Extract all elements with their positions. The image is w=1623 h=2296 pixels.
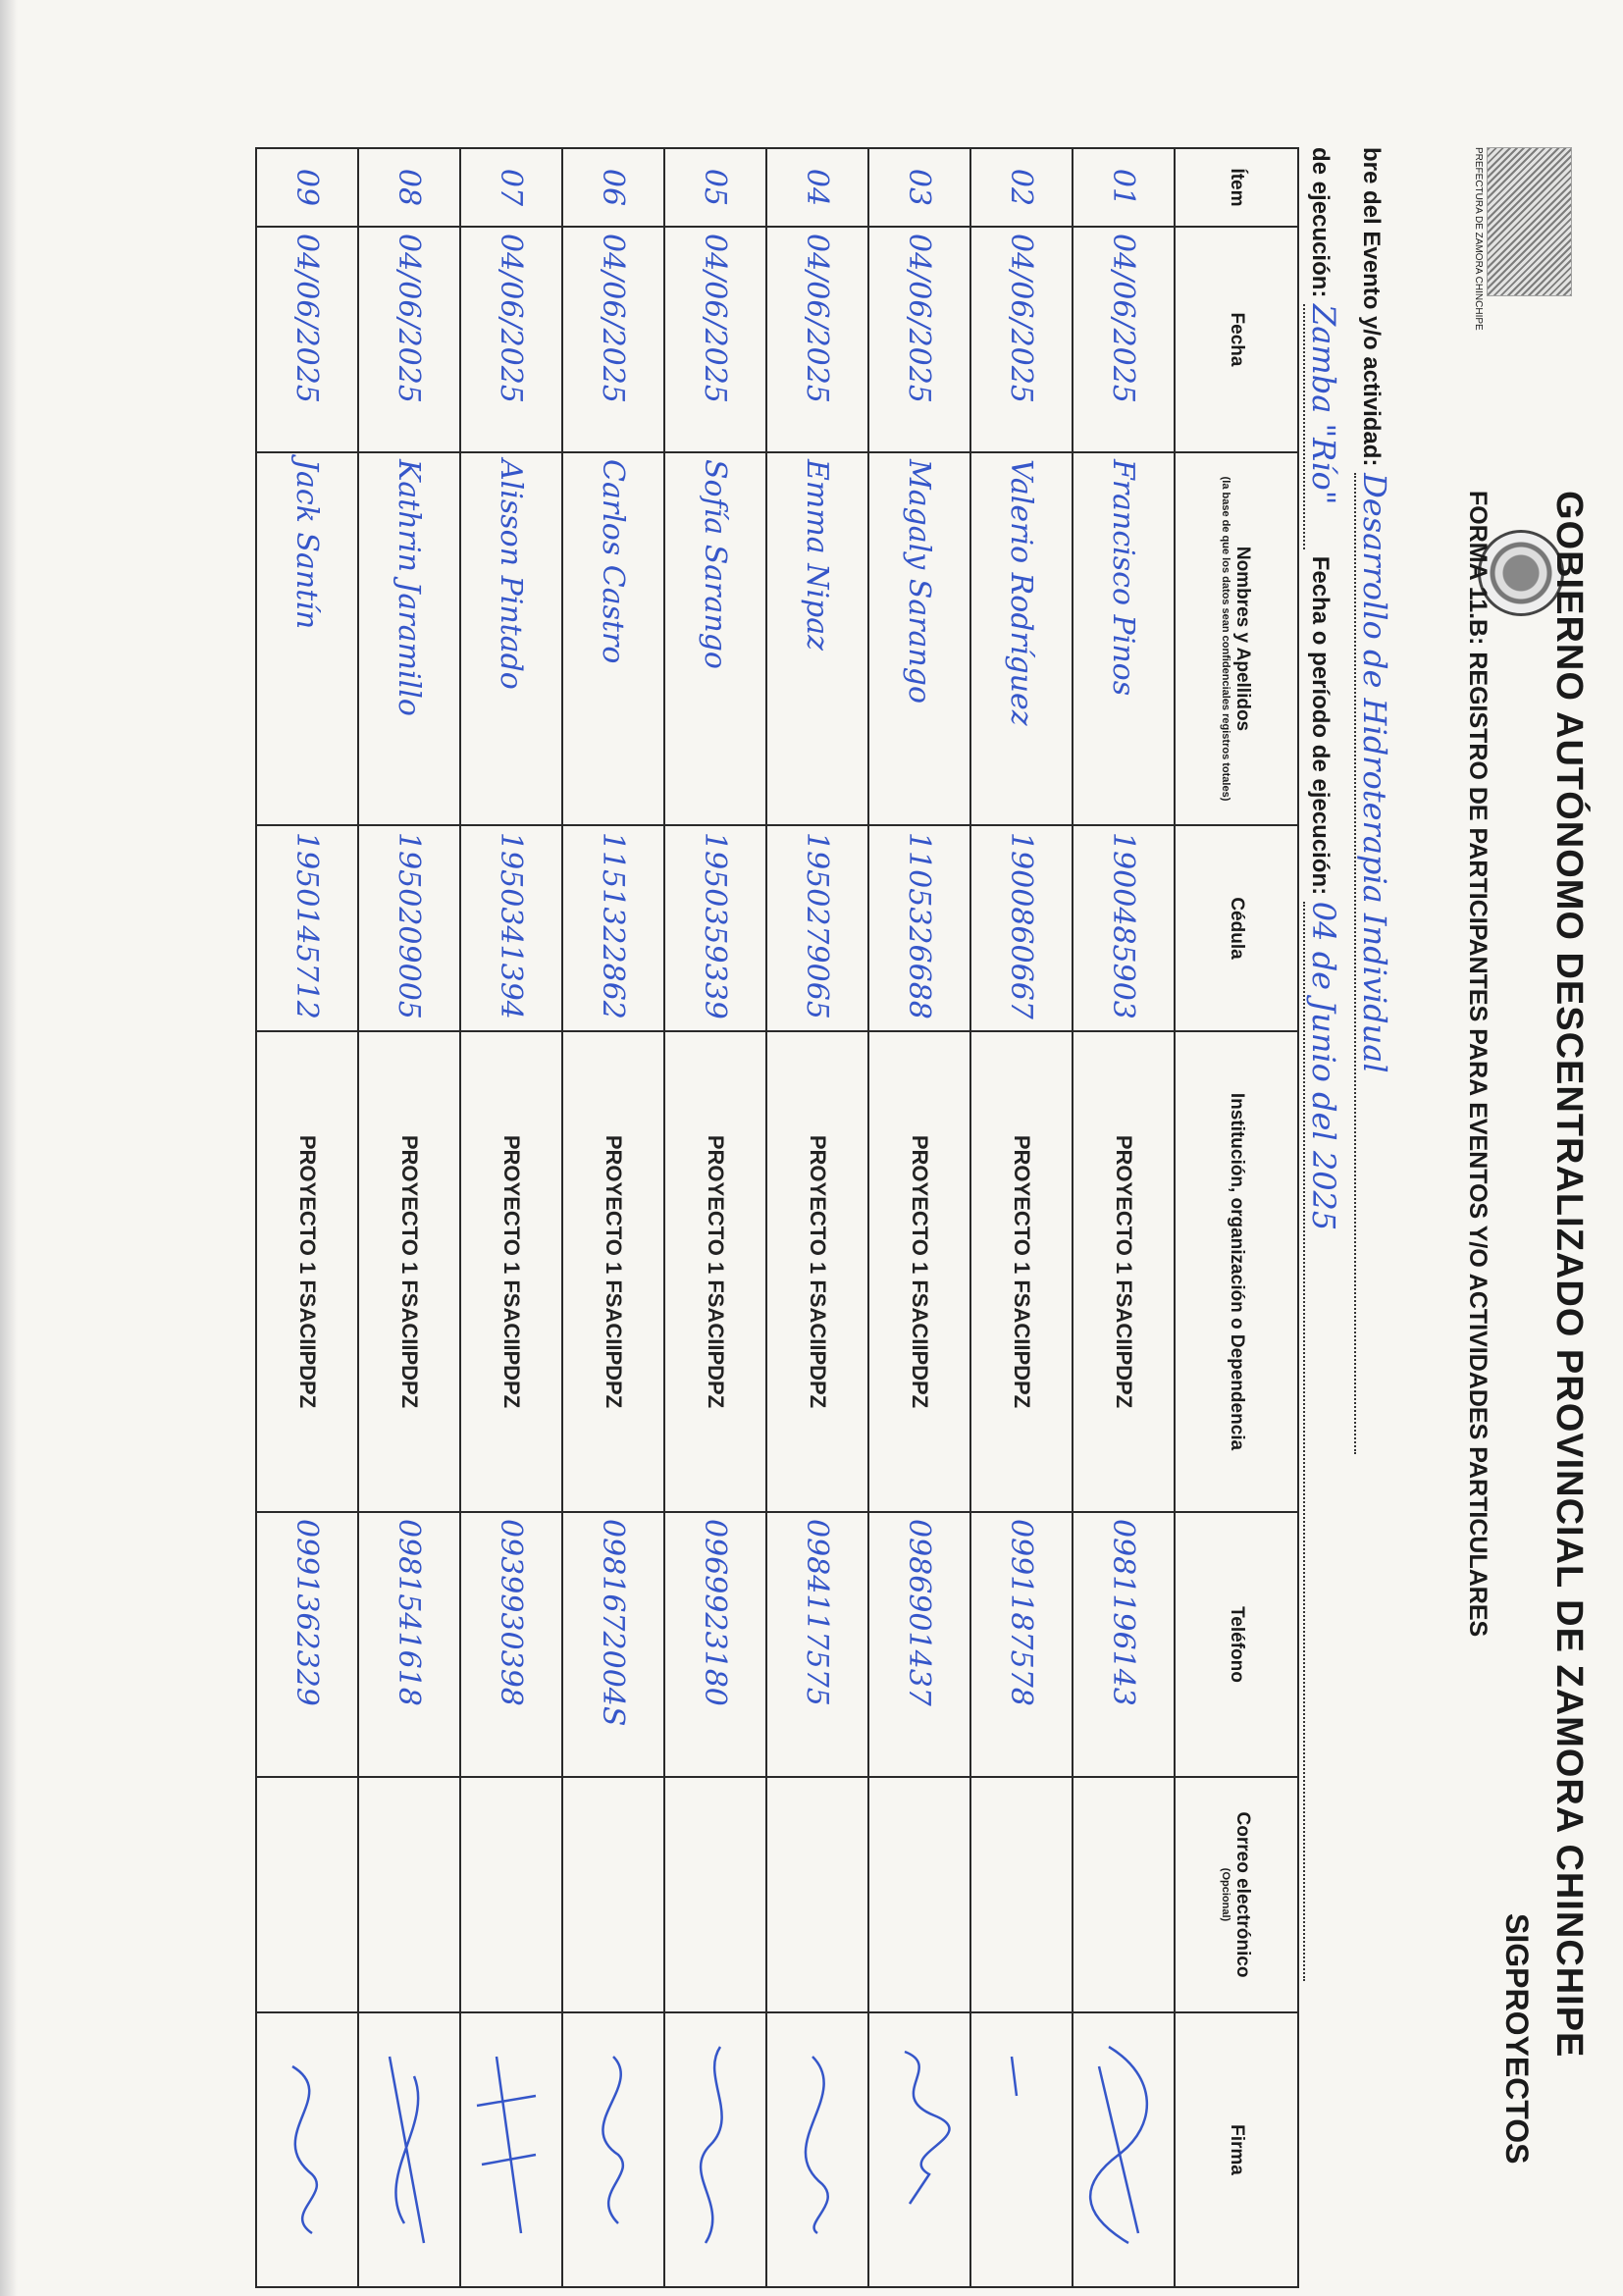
date-cell: 04/06/2025 xyxy=(256,227,358,452)
email-cell xyxy=(868,1777,970,2012)
table-row xyxy=(358,148,460,2287)
email-cell xyxy=(970,1777,1073,2012)
cedula-cell: 1950359339 xyxy=(664,825,766,1031)
cedula-cell: 1950341394 xyxy=(460,825,562,1031)
name-cell: Carlos Castro xyxy=(562,452,664,825)
phone-cell: 0969923180 xyxy=(664,1512,766,1777)
cedula-cell: 1900485903 xyxy=(1073,825,1175,1031)
table-row xyxy=(664,148,766,2287)
email-cell xyxy=(766,1777,868,2012)
date-cell: 04/06/2025 xyxy=(868,227,970,452)
signature-cell xyxy=(970,2012,1073,2287)
col-correo-note: (Opcional) xyxy=(1220,1867,1231,1922)
place-value: Zamba "Río" xyxy=(1305,304,1342,505)
date-cell: 04/06/2025 xyxy=(562,227,664,452)
signature-cell xyxy=(664,2012,766,2287)
event-line xyxy=(1354,147,1393,1454)
table-row xyxy=(868,148,970,2287)
institution-cell: PROYECTO 1 FSACIIPDPZ xyxy=(358,1031,460,1512)
logo-subtitle: PREFECTURA DE ZAMORA CHINCHIPE xyxy=(1473,147,1484,331)
cedula-cell: 1900860667 xyxy=(970,825,1073,1031)
col-fecha: Fecha xyxy=(1175,227,1298,452)
item-cell: 07 xyxy=(460,148,562,227)
signature-cell xyxy=(460,2012,562,2287)
email-cell xyxy=(562,1777,664,2012)
col-correo: Correo electrónico (Opcional) xyxy=(1175,1777,1298,2012)
table-row xyxy=(970,148,1073,2287)
signature-cell xyxy=(766,2012,868,2287)
name-cell: Sofía Sarango xyxy=(664,452,766,825)
signature-icon xyxy=(569,2037,657,2263)
table-row xyxy=(1073,148,1175,2287)
signature-icon xyxy=(365,2037,453,2263)
signature-cell xyxy=(868,2012,970,2287)
signature-cell xyxy=(358,2012,460,2287)
phone-cell: 0981541618 xyxy=(358,1512,460,1777)
title-block xyxy=(1499,491,1590,2165)
signature-cell xyxy=(256,2012,358,2287)
signature-icon xyxy=(773,2037,862,2263)
signature-icon xyxy=(467,2037,555,2263)
date-cell: 04/06/2025 xyxy=(460,227,562,452)
government-title: GOBIERNO AUTÓNOMO DESCENTRALIZADO PROVINCIAL DE ZAMORA CHINCHIPE xyxy=(1548,491,1590,2059)
event-field xyxy=(1354,473,1393,1454)
institution-cell: PROYECTO 1 FSACIIPDPZ xyxy=(664,1031,766,1512)
place-label: de ejecución: xyxy=(1307,147,1334,298)
institution-cell: PROYECTO 1 FSACIIPDPZ xyxy=(256,1031,358,1512)
signature-icon xyxy=(1079,2037,1168,2263)
date-cell: 04/06/2025 xyxy=(1073,227,1175,452)
date-cell: 04/06/2025 xyxy=(970,227,1073,452)
execution-line xyxy=(1303,147,1342,1981)
system-title: SIGPROYECTOS xyxy=(1499,1913,1535,2165)
email-cell xyxy=(1073,1777,1175,2012)
phone-cell: 0986901437 xyxy=(868,1512,970,1777)
name-cell: Magaly Sarango xyxy=(868,452,970,825)
phone-cell: 0981672004S xyxy=(562,1512,664,1777)
institution-cell: PROYECTO 1 FSACIIPDPZ xyxy=(562,1031,664,1512)
name-cell: Valerio Rodríguez xyxy=(970,452,1073,825)
cedula-cell: 1950209005 xyxy=(358,825,460,1031)
name-cell: Emma Nipaz xyxy=(766,452,868,825)
table-row xyxy=(766,148,868,2287)
institution-cell: PROYECTO 1 FSACIIPDPZ xyxy=(460,1031,562,1512)
date-cell: 04/06/2025 xyxy=(358,227,460,452)
item-cell: 05 xyxy=(664,148,766,227)
col-nombres-note: (la base de que los datos sean confidenciales registros totales) xyxy=(1220,476,1231,802)
event-value: Desarrollo de Hidroterapia Individual xyxy=(1356,473,1393,1073)
table-row xyxy=(256,148,358,2287)
table-row xyxy=(460,148,562,2287)
col-telefono: Teléfono xyxy=(1175,1512,1298,1777)
phone-cell: 0984117575 xyxy=(766,1512,868,1777)
col-institucion: Institución, organización o Dependencia xyxy=(1175,1031,1298,1512)
signature-cell xyxy=(562,2012,664,2287)
date-label: Fecha o período de ejecución: xyxy=(1307,555,1334,896)
institution-cell: PROYECTO 1 FSACIIPDPZ xyxy=(766,1031,868,1512)
name-cell: Alisson Pintado xyxy=(460,452,562,825)
date-value: 04 de Junio del 2025 xyxy=(1305,901,1342,1231)
table-header-row xyxy=(1175,148,1298,2287)
institution-cell: PROYECTO 1 FSACIIPDPZ xyxy=(1073,1031,1175,1512)
institution-cell: PROYECTO 1 FSACIIPDPZ xyxy=(970,1031,1073,1512)
signature-icon xyxy=(263,2037,351,2263)
item-cell: 01 xyxy=(1073,148,1175,227)
prefectura-logo xyxy=(1487,147,1572,296)
phone-cell: 0991187578 xyxy=(970,1512,1073,1777)
email-cell xyxy=(664,1777,766,2012)
item-cell: 08 xyxy=(358,148,460,227)
item-cell: 09 xyxy=(256,148,358,227)
date-cell: 04/06/2025 xyxy=(664,227,766,452)
cedula-cell: 1950279065 xyxy=(766,825,868,1031)
name-cell: Jack Santín xyxy=(256,452,358,825)
col-nombres: Nombres y Apellidos (la base de que los datos sean confidenciales registros totales) xyxy=(1175,452,1298,825)
signature-icon xyxy=(977,2037,1066,2263)
item-cell: 03 xyxy=(868,148,970,227)
email-cell xyxy=(460,1777,562,2012)
name-cell: Kathrin Jaramillo xyxy=(358,452,460,825)
form-title: FORMA 11.B: REGISTRO DE PARTICIPANTES PARA EVENTOS Y/O ACTIVIDADES PARTICULARES xyxy=(1464,491,1492,1638)
signature-icon xyxy=(875,2037,964,2263)
item-cell: 02 xyxy=(970,148,1073,227)
item-cell: 04 xyxy=(766,148,868,227)
phone-cell: 0981196143 xyxy=(1073,1512,1175,1777)
date-cell: 04/06/2025 xyxy=(766,227,868,452)
event-label: bre del Evento y/o actividad: xyxy=(1358,147,1385,467)
phone-cell: 0991362329 xyxy=(256,1512,358,1777)
col-cedula: Cédula xyxy=(1175,825,1298,1031)
col-item: Ítem xyxy=(1175,148,1298,227)
place-field xyxy=(1303,304,1342,549)
cedula-cell: 1950145712 xyxy=(256,825,358,1031)
name-cell: Francisco Pinos xyxy=(1073,452,1175,825)
date-field xyxy=(1303,902,1342,1981)
phone-cell: 0939930398 xyxy=(460,1512,562,1777)
institution-cell: PROYECTO 1 FSACIIPDPZ xyxy=(868,1031,970,1512)
signature-icon xyxy=(671,2037,759,2263)
item-cell: 06 xyxy=(562,148,664,227)
col-firma: Firma xyxy=(1175,2012,1298,2287)
cedula-cell: 1151322862 xyxy=(562,825,664,1031)
cedula-cell: 1105326688 xyxy=(868,825,970,1031)
signature-cell xyxy=(1073,2012,1175,2287)
email-cell xyxy=(256,1777,358,2012)
table-row xyxy=(562,148,664,2287)
email-cell xyxy=(358,1777,460,2012)
participants-table xyxy=(255,147,1299,2288)
